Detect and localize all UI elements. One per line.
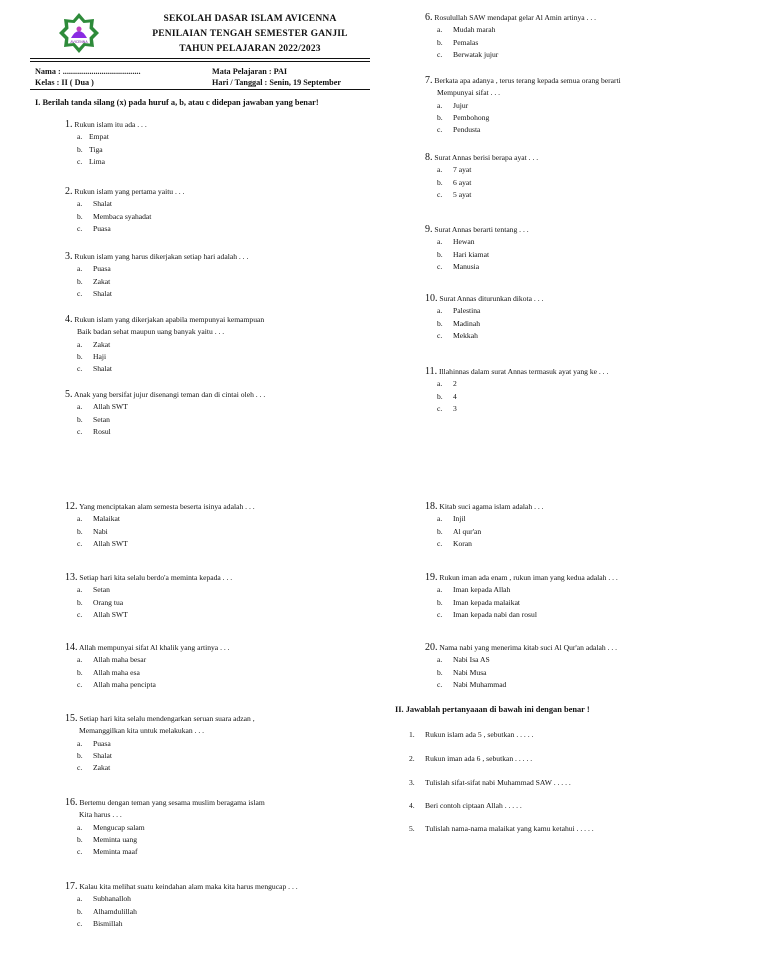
- option-letter: c.: [437, 679, 443, 689]
- option-letter: b.: [77, 276, 83, 286]
- option-text: Zakat: [93, 339, 111, 349]
- option-letter: a.: [77, 738, 83, 748]
- answer-option[interactable]: [425, 164, 538, 176]
- option-text: Allah SWT: [93, 609, 128, 619]
- date-field: Hari / Tanggal : Senin, 19 September: [212, 78, 341, 87]
- option-letter: c.: [77, 223, 83, 233]
- option-text: Allah SWT: [93, 402, 128, 412]
- question-text: Rukun iman ada enam , rukun iman yang kedua adalah . . .: [439, 573, 618, 582]
- answer-option[interactable]: [425, 391, 608, 403]
- option-text: Meminta uang: [93, 834, 138, 844]
- academic-year: TAHUN PELAJARAN 2022/2023: [179, 44, 321, 54]
- option-letter: c.: [77, 763, 83, 773]
- answer-option[interactable]: [425, 100, 621, 112]
- question-5: [65, 389, 265, 438]
- answer-option[interactable]: [425, 236, 529, 248]
- answer-option[interactable]: [425, 249, 529, 261]
- question-number: 18.: [425, 501, 438, 512]
- question-text: Rukun islam yang harus dikerjakan setiap hari adalah . . .: [74, 252, 249, 261]
- answer-option[interactable]: [425, 330, 543, 342]
- option-letter: b.: [437, 177, 443, 187]
- option-text: Zakat: [93, 763, 111, 773]
- option-letter: a.: [437, 514, 443, 524]
- answer-option[interactable]: [425, 584, 618, 596]
- option-text: Allah maha esa: [93, 667, 140, 677]
- option-letter: b.: [437, 526, 443, 536]
- answer-option[interactable]: [425, 597, 618, 609]
- answer-option[interactable]: [65, 414, 265, 426]
- answer-option[interactable]: [425, 305, 543, 317]
- answer-option[interactable]: [65, 762, 255, 774]
- answer-option[interactable]: [425, 538, 544, 550]
- answer-option[interactable]: [425, 37, 596, 49]
- question-text: Surat Annas berisi berapa ayat . . .: [434, 153, 539, 162]
- option-letter: b.: [77, 414, 83, 424]
- exam-title: PENILAIAN TENGAH SEMESTER GANJIL: [152, 29, 348, 39]
- answer-option[interactable]: [65, 538, 255, 550]
- option-letter: b.: [77, 834, 83, 844]
- question-number: 3.: [65, 251, 73, 262]
- option-text: Madinah: [453, 318, 480, 328]
- option-text: Puasa: [93, 264, 111, 274]
- question-text: Kalau kita melihat suatu keindahan alam maka kita harus mengucap . . .: [79, 882, 298, 891]
- answer-option[interactable]: [65, 276, 248, 288]
- question-number: 16.: [65, 797, 78, 808]
- option-letter: a.: [437, 379, 443, 389]
- option-letter: b.: [77, 750, 83, 760]
- option-letter: b.: [437, 249, 443, 259]
- meta-rule: [30, 89, 370, 90]
- option-letter: c.: [77, 538, 83, 548]
- option-letter: a.: [77, 264, 83, 274]
- answer-option[interactable]: [65, 822, 265, 834]
- question-16: [65, 797, 265, 858]
- question-number: 5.: [65, 389, 73, 400]
- option-text: Mengucap salam: [93, 822, 145, 832]
- question-12: [65, 501, 255, 550]
- question-text: Setiap hari kita selalu berdo'a meminta kepada . . .: [79, 573, 233, 582]
- question-text: Anak yang bersifat jujur disenangi teman dan di cintai oleh . . .: [73, 390, 266, 399]
- question-number: 10.: [425, 293, 438, 304]
- option-text: Hewan: [453, 237, 475, 247]
- option-text: Membaca syahadat: [93, 211, 152, 221]
- question-text: Memanggilkan kita untuk melakukan . . .: [79, 726, 205, 736]
- question-text: Setiap hari kita selalu mendengarkan seruan suara adzan ,: [79, 714, 255, 723]
- answer-option[interactable]: [425, 609, 618, 621]
- question-2: [65, 186, 185, 235]
- essay-question-4: [409, 801, 522, 810]
- option-text: Bismillah: [93, 918, 123, 928]
- option-letter: b.: [437, 112, 443, 122]
- option-text: Allah SWT: [93, 538, 128, 548]
- option-text: Iman kepada Allah: [453, 585, 511, 595]
- option-text: 7 ayat: [453, 165, 472, 175]
- option-text: Shalat: [93, 199, 112, 209]
- option-letter: a.: [437, 655, 443, 665]
- question-text: Berkata apa adanya , terus terang kepada semua orang berarti: [434, 76, 621, 85]
- option-text: Tiga: [89, 144, 103, 154]
- option-letter: b.: [437, 391, 443, 401]
- option-letter: c.: [77, 918, 83, 928]
- student-name-field: Nama : ......................................: [35, 67, 141, 76]
- answer-option[interactable]: [65, 597, 232, 609]
- essay-text: Tulislah nama-nama malaikat yang kamu ketahui . . . . .: [425, 824, 594, 833]
- answer-option[interactable]: [425, 403, 608, 415]
- option-letter: b.: [77, 667, 83, 677]
- option-letter: a.: [77, 402, 83, 412]
- question-text: Nama nabi yang menerima kitab suci Al Qur'an adalah . . .: [439, 643, 618, 652]
- question-number: 20.: [425, 642, 438, 653]
- option-letter: b.: [77, 526, 83, 536]
- option-text: 3: [453, 403, 457, 413]
- option-text: Haji: [93, 351, 107, 361]
- question-text: Kita harus . . .: [79, 810, 122, 820]
- answer-option[interactable]: [65, 513, 255, 525]
- option-text: Koran: [453, 538, 472, 548]
- answer-option[interactable]: [65, 654, 230, 666]
- subject-field: Mata Pelajaran : PAI: [212, 67, 288, 76]
- question-text: Rukun islam yang dikerjakan apabila mempunyai kemampuan: [74, 315, 265, 324]
- option-text: Orang tua: [93, 597, 124, 607]
- option-letter: a.: [437, 237, 443, 247]
- school-name: SEKOLAH DASAR ISLAM AVICENNA: [163, 14, 337, 24]
- option-letter: c.: [77, 679, 83, 689]
- option-text: Injil: [453, 514, 466, 524]
- option-letter: c.: [77, 364, 83, 374]
- question-number: 8.: [425, 152, 433, 163]
- answer-option[interactable]: [65, 363, 264, 375]
- option-letter: c.: [437, 261, 443, 271]
- option-letter: b.: [77, 906, 83, 916]
- option-letter: a.: [437, 585, 443, 595]
- option-letter: a.: [77, 822, 83, 832]
- essay-number: 1.: [409, 730, 415, 739]
- answer-option[interactable]: [65, 351, 264, 363]
- option-text: Allah maha pencipta: [93, 679, 156, 689]
- option-letter: a.: [77, 199, 83, 209]
- option-letter: c.: [77, 156, 83, 166]
- option-letter: c.: [437, 49, 443, 59]
- question-text: Rukun islam yang pertama yaitu . . .: [74, 187, 185, 196]
- question-text: Rosulullah SAW mendapat gelar Al Amin artinya . . .: [434, 13, 597, 22]
- essay-question-2: [409, 754, 532, 763]
- option-text: Lima: [89, 156, 106, 166]
- option-text: Subhanalloh: [93, 894, 131, 904]
- option-text: Pemalas: [453, 37, 479, 47]
- answer-option[interactable]: [65, 198, 185, 210]
- option-text: Shalat: [93, 364, 112, 374]
- option-text: Nabi: [93, 526, 108, 536]
- option-letter: b.: [77, 351, 83, 361]
- question-9: [425, 224, 529, 273]
- answer-option[interactable]: [425, 513, 544, 525]
- option-text: Al qur'an: [453, 526, 482, 536]
- option-text: Berwatak jujur: [453, 49, 499, 59]
- answer-option[interactable]: [65, 288, 248, 300]
- question-number: 7.: [425, 75, 433, 86]
- answer-option[interactable]: [65, 918, 298, 930]
- option-letter: a.: [437, 306, 443, 316]
- question-number: 11.: [425, 366, 438, 377]
- option-text: Puasa: [93, 223, 111, 233]
- option-text: Malaikat: [93, 514, 120, 524]
- option-text: Shalat: [93, 750, 112, 760]
- option-letter: b.: [77, 211, 83, 221]
- answer-option[interactable]: [65, 144, 147, 156]
- answer-option[interactable]: [425, 261, 529, 273]
- essay-question-1: [409, 730, 533, 739]
- question-number: 1.: [65, 119, 73, 130]
- option-letter: a.: [437, 100, 443, 110]
- option-text: Iman kepada malaikat: [453, 597, 521, 607]
- question-number: 6.: [425, 12, 433, 23]
- answer-option[interactable]: [65, 609, 232, 621]
- essay-text: Rukun islam ada 5 , sebutkan . . . . .: [425, 730, 534, 739]
- answer-option[interactable]: [65, 263, 248, 275]
- question-18: [425, 501, 544, 550]
- option-text: Alhamdulillah: [93, 906, 137, 916]
- question-15: [65, 713, 255, 774]
- answer-option[interactable]: [425, 189, 538, 201]
- answer-option[interactable]: [425, 654, 617, 666]
- answer-option[interactable]: [65, 846, 265, 858]
- section-1-instruction: I. Berilah tanda silang (x) pada huruf a, b, atau c didepan jawaban yang benar!: [35, 98, 319, 107]
- question-3: [65, 251, 248, 300]
- question-number: 17.: [65, 881, 78, 892]
- option-text: Hari kiamat: [453, 249, 490, 259]
- answer-option[interactable]: [65, 834, 265, 846]
- option-text: Mekkah: [453, 330, 478, 340]
- option-letter: c.: [77, 426, 83, 436]
- answer-option[interactable]: [65, 893, 298, 905]
- option-text: Iman kepada nabi dan rosul: [453, 609, 537, 619]
- answer-option[interactable]: [425, 526, 544, 538]
- section-2-instruction: II. Jawablah pertanyaaan di bawah ini dengan benar !: [395, 705, 590, 714]
- question-number: 13.: [65, 572, 78, 583]
- option-text: Pendusta: [453, 125, 481, 135]
- option-text: Mudah marah: [453, 25, 496, 35]
- essay-number: 2.: [409, 754, 415, 763]
- option-text: Empat: [89, 132, 109, 142]
- question-text: Illahinnas dalam surat Annas termasuk ayat yang ke . . .: [439, 367, 609, 376]
- essay-text: Rukun iman ada 6 , sebutkan . . . . .: [425, 754, 533, 763]
- option-text: 5 ayat: [453, 189, 472, 199]
- question-number: 19.: [425, 572, 438, 583]
- option-letter: b.: [437, 667, 443, 677]
- option-text: Rosul: [93, 426, 111, 436]
- option-text: Palestina: [453, 306, 481, 316]
- answer-option[interactable]: [425, 679, 617, 691]
- option-text: 6 ayat: [453, 177, 472, 187]
- answer-option[interactable]: [425, 318, 543, 330]
- option-letter: c.: [437, 403, 443, 413]
- question-4: [65, 314, 264, 375]
- option-text: Manusia: [453, 261, 480, 271]
- question-text: Surat Annas diturunkan dikota . . .: [439, 294, 544, 303]
- question-number: 2.: [65, 186, 73, 197]
- option-letter: c.: [77, 847, 83, 857]
- essay-question-5: [409, 824, 594, 833]
- question-number: 4.: [65, 314, 73, 325]
- question-text: Rukun islam itu ada . . .: [74, 120, 147, 129]
- answer-option[interactable]: [425, 24, 596, 36]
- option-letter: a.: [77, 894, 83, 904]
- question-8: [425, 152, 538, 201]
- answer-option[interactable]: [425, 177, 538, 189]
- answer-option[interactable]: [65, 131, 147, 143]
- essay-text: Tulislah sifat-sifat nabi Muhammad SAW . . . . .: [425, 778, 571, 787]
- answer-option[interactable]: [65, 584, 232, 596]
- option-letter: c.: [437, 538, 443, 548]
- option-letter: c.: [437, 189, 443, 199]
- question-11: [425, 366, 608, 415]
- option-text: Nabi Muhammad: [453, 679, 507, 689]
- answer-option[interactable]: [65, 339, 264, 351]
- option-letter: a.: [437, 165, 443, 175]
- option-text: Nabi Isa AS: [453, 655, 490, 665]
- answer-option[interactable]: [65, 667, 230, 679]
- option-letter: b.: [77, 597, 83, 607]
- answer-option[interactable]: [65, 401, 265, 413]
- option-text: Shalat: [93, 288, 112, 298]
- question-13: [65, 572, 232, 621]
- option-text: Setan: [93, 585, 110, 595]
- question-text: Yang menciptakan alam semesta beserta isinya adalah . . .: [79, 502, 255, 511]
- option-letter: a.: [77, 339, 83, 349]
- answer-option[interactable]: [425, 378, 608, 390]
- option-text: Setan: [93, 414, 110, 424]
- option-letter: b.: [437, 318, 443, 328]
- essay-number: 3.: [409, 778, 415, 787]
- option-text: Nabi Musa: [453, 667, 487, 677]
- option-text: Jujur: [453, 100, 469, 110]
- option-text: Puasa: [93, 738, 111, 748]
- essay-number: 5.: [409, 824, 415, 833]
- essay-text: Beri contoh ciptaan Allah . . . . .: [425, 801, 522, 810]
- option-letter: a.: [77, 514, 83, 524]
- essay-number: 4.: [409, 801, 415, 810]
- question-14: [65, 642, 230, 691]
- answer-option[interactable]: [425, 667, 617, 679]
- option-letter: c.: [77, 288, 83, 298]
- answer-option[interactable]: [65, 223, 185, 235]
- answer-option[interactable]: [65, 679, 230, 691]
- question-text: Allah mempunyai sifat Al khalik yang artinya . . .: [78, 643, 230, 652]
- option-text: Meminta maaf: [93, 847, 138, 857]
- option-letter: b.: [437, 597, 443, 607]
- option-text: Pembohong: [453, 112, 490, 122]
- option-text: 2: [453, 379, 457, 389]
- answer-option[interactable]: [65, 526, 255, 538]
- option-letter: a.: [77, 132, 83, 142]
- question-1: [65, 119, 147, 168]
- class-field: Kelas : II ( Dua ): [35, 78, 94, 87]
- answer-option[interactable]: [65, 750, 255, 762]
- question-20: [425, 642, 617, 691]
- question-19: [425, 572, 618, 621]
- question-number: 15.: [65, 713, 78, 724]
- option-letter: c.: [77, 609, 83, 619]
- option-letter: a.: [77, 655, 83, 665]
- answer-option[interactable]: [65, 211, 185, 223]
- option-letter: b.: [437, 37, 443, 47]
- answer-option[interactable]: [425, 124, 621, 136]
- answer-option[interactable]: [65, 426, 265, 438]
- header-rule-top: [30, 58, 370, 59]
- question-number: 14.: [65, 642, 78, 653]
- question-text: Surat Annas berarti tentang . . .: [434, 225, 529, 234]
- question-text: Baik badan sehat maupun uang banyak yaitu . . .: [77, 327, 225, 337]
- option-letter: c.: [437, 330, 443, 340]
- question-text: Bertemu dengan teman yang sesama muslim beragama islam: [79, 798, 265, 807]
- option-letter: a.: [77, 585, 83, 595]
- answer-option[interactable]: [425, 112, 621, 124]
- question-6: [425, 12, 596, 61]
- answer-option[interactable]: [65, 906, 298, 918]
- answer-option[interactable]: [65, 738, 255, 750]
- question-text: Kitab suci agama islam adalah . . .: [439, 502, 544, 511]
- option-letter: a.: [437, 25, 443, 35]
- question-7: [425, 75, 621, 136]
- logo-text: AVICENNA: [70, 40, 88, 44]
- option-text: 4: [453, 391, 457, 401]
- question-number: 9.: [425, 224, 433, 235]
- option-text: Zakat: [93, 276, 111, 286]
- answer-option[interactable]: [65, 156, 147, 168]
- question-17: [65, 881, 298, 930]
- option-letter: c.: [437, 125, 443, 135]
- essay-question-3: [409, 778, 571, 787]
- option-letter: c.: [437, 609, 443, 619]
- question-number: 12.: [65, 501, 78, 512]
- answer-option[interactable]: [425, 49, 596, 61]
- question-10: [425, 293, 543, 342]
- header-rule-bottom: [30, 61, 370, 62]
- school-logo: [58, 12, 100, 54]
- question-text: Mempunyai sifat . . .: [437, 88, 501, 98]
- option-letter: b.: [77, 144, 83, 154]
- option-text: Allah maha besar: [93, 655, 147, 665]
